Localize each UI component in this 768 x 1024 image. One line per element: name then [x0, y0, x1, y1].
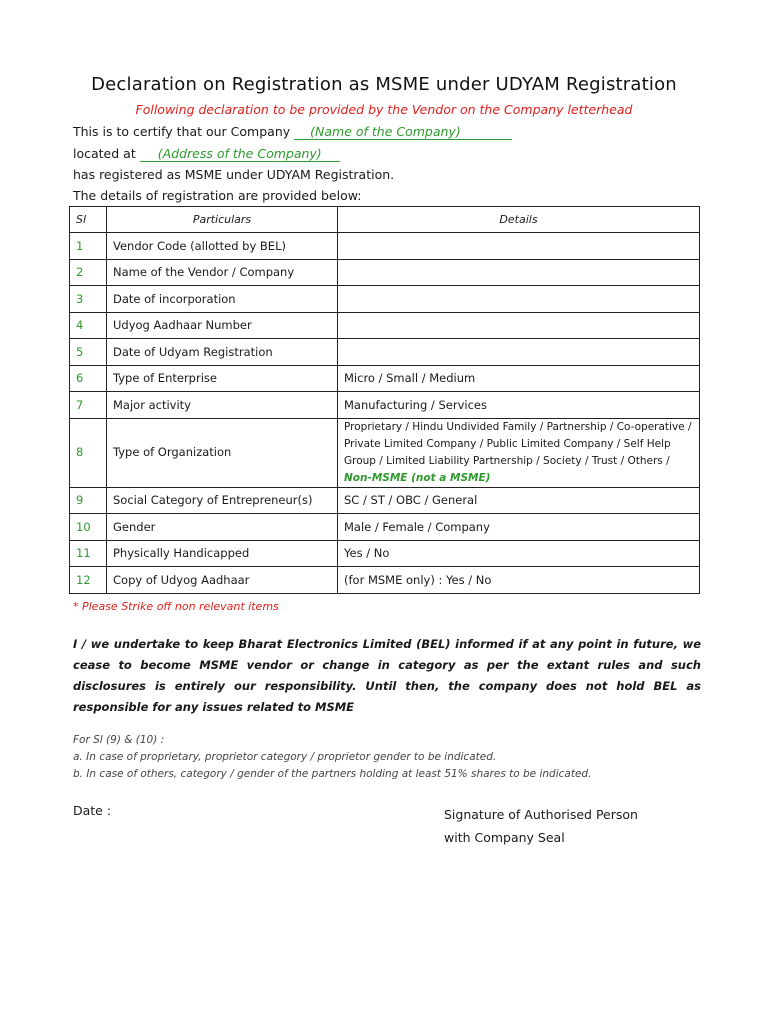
letterhead-instruction: Following declaration to be provided by the Vendor on the Company letterhead — [135, 102, 633, 117]
row-particular: Social Category of Entrepreneur(s) — [107, 487, 338, 514]
row-sl: 4 — [70, 312, 107, 339]
footnote-a: a. In case of proprietary, proprietor category / proprietor gender to be indicated. — [73, 751, 497, 763]
row-details[interactable] — [338, 312, 700, 339]
row-sl: 12 — [70, 567, 107, 594]
header-details: Details — [338, 207, 700, 233]
row-sl: 2 — [70, 259, 107, 286]
row-details: Yes / No — [338, 540, 700, 567]
row-particular: Udyog Aadhaar Number — [107, 312, 338, 339]
row-details[interactable] — [338, 286, 700, 313]
row-sl: 8 — [70, 418, 107, 487]
company-name-field[interactable]: (Name of the Company) — [294, 125, 512, 140]
row-particular: Type of Organization — [107, 418, 338, 487]
table-row — [70, 514, 700, 541]
undertaking-paragraph: I / we undertake to keep Bharat Electronics Limited (BEL) informed if at any point in future, we cease to become MSME vendor or change in category as per the extant rules and such disclosures is entirely our responsibility. Until then, the company does not hold BEL as responsible for any issues related to MSME — [73, 637, 701, 714]
certify-prefix: This is to certify that our Company — [73, 124, 291, 139]
row-particular: Gender — [107, 514, 338, 541]
footnote-heading: For Sl (9) & (10) : — [73, 734, 165, 746]
row-sl: 9 — [70, 487, 107, 514]
row-particular: Type of Enterprise — [107, 365, 338, 392]
registered-statement: has registered as MSME under UDYAM Registration. — [73, 167, 395, 182]
certify-line — [73, 124, 512, 140]
row-details[interactable] — [338, 233, 700, 260]
row-particular: Major activity — [107, 392, 338, 419]
row-sl: 11 — [70, 540, 107, 567]
row-sl: 5 — [70, 339, 107, 366]
table-row — [70, 233, 700, 260]
located-prefix: located at — [73, 146, 136, 161]
row-sl: 1 — [70, 233, 107, 260]
table-row — [70, 567, 700, 594]
table-row — [70, 418, 700, 487]
table-header-row — [70, 207, 700, 233]
location-line — [73, 146, 340, 162]
row-particular: Date of Udyam Registration — [107, 339, 338, 366]
row-sl: 6 — [70, 365, 107, 392]
row-details: Male / Female / Company — [338, 514, 700, 541]
row-particular: Physically Handicapped — [107, 540, 338, 567]
table-row — [70, 312, 700, 339]
row-particular: Copy of Udyog Aadhaar — [107, 567, 338, 594]
row-details — [338, 418, 700, 487]
signature-line-1: Signature of Authorised Person — [444, 807, 638, 822]
row-particular: Date of incorporation — [107, 286, 338, 313]
row-details: Micro / Small / Medium — [338, 365, 700, 392]
table-row — [70, 339, 700, 366]
table-row — [70, 540, 700, 567]
table-row — [70, 365, 700, 392]
row-sl: 3 — [70, 286, 107, 313]
row-particular: Vendor Code (allotted by BEL) — [107, 233, 338, 260]
row-particular: Name of the Vendor / Company — [107, 259, 338, 286]
company-address-field[interactable]: (Address of the Company) — [140, 147, 340, 162]
row-details[interactable] — [338, 259, 700, 286]
footnotes — [73, 732, 713, 783]
row-sl: 7 — [70, 392, 107, 419]
signature-block — [444, 803, 638, 849]
row-details: SC / ST / OBC / General — [338, 487, 700, 514]
page-title: Declaration on Registration as MSME under UDYAM Registration — [91, 74, 677, 95]
registration-details-table — [69, 206, 700, 594]
table-row — [70, 392, 700, 419]
row-details: Manufacturing / Services — [338, 392, 700, 419]
signature-line-2: with Company Seal — [444, 830, 565, 845]
table-row — [70, 487, 700, 514]
row-details[interactable] — [338, 339, 700, 366]
footnote-b: b. In case of others, category / gender of the partners holding at least 51% shares to be indicated. — [73, 768, 592, 780]
table-row — [70, 286, 700, 313]
organization-options: Proprietary / Hindu Undivided Family / Partnership / Co-operative / Private Limited Company / Public Limited Company / Self Help Group / Limited Liability Partnership / Society / Trust / Others / — [344, 420, 692, 467]
row-details: (for MSME only) : Yes / No — [338, 567, 700, 594]
date-label: Date : — [73, 803, 112, 818]
header-sl: Sl — [70, 207, 107, 233]
strike-off-note: * Please Strike off non relevant items — [73, 600, 279, 613]
non-msme-option: Non-MSME (not a MSME) — [344, 471, 491, 484]
details-intro: The details of registration are provided below: — [73, 188, 362, 203]
row-sl: 10 — [70, 514, 107, 541]
table-row — [70, 259, 700, 286]
header-particulars: Particulars — [107, 207, 338, 233]
